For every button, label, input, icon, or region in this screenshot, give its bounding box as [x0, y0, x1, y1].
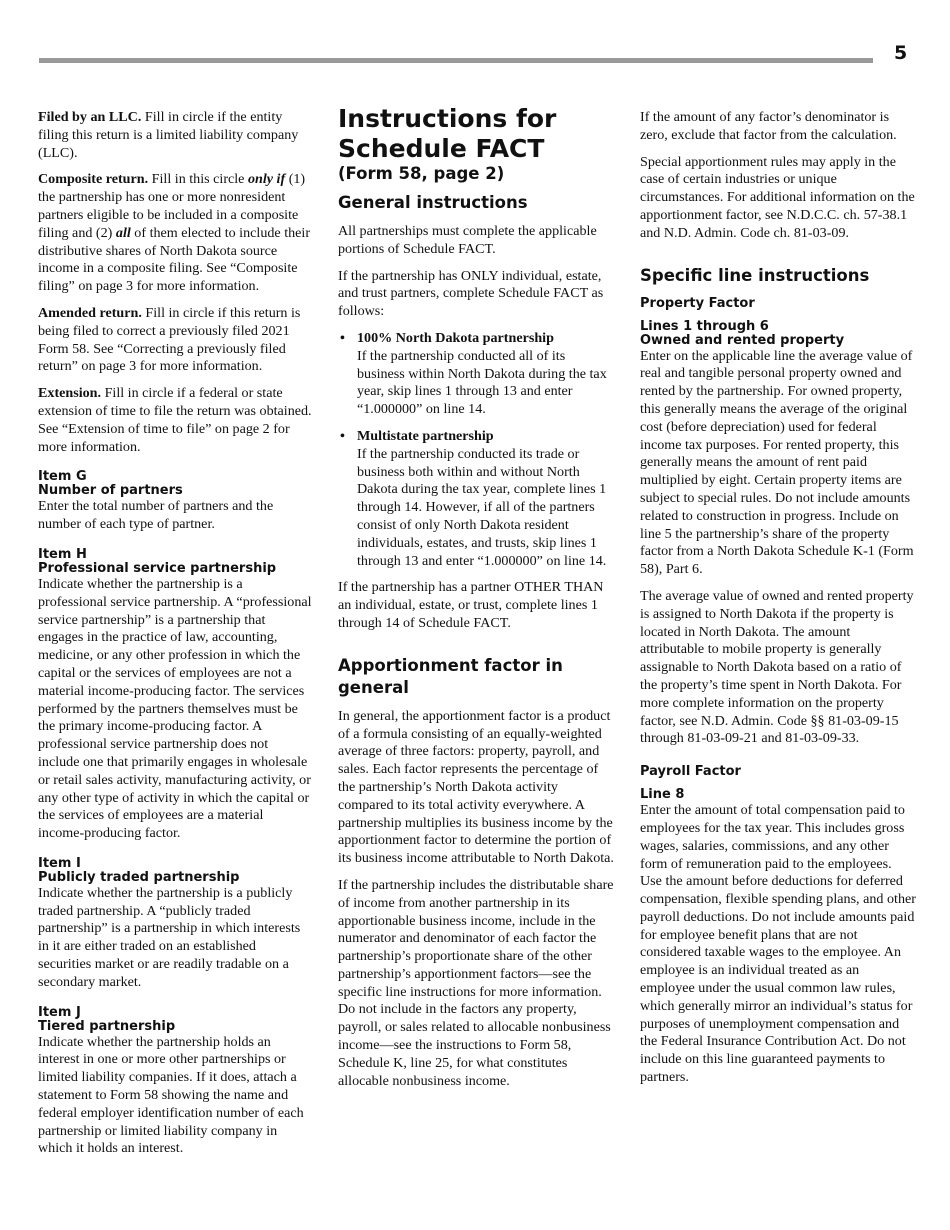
composite-all: all: [115, 224, 131, 241]
partnership-type-list: [338, 330, 614, 570]
form-reference: (Form 58, page 2): [338, 164, 505, 183]
item-h: [38, 548, 312, 843]
bullet-2-text: If the partnership conducted its trade or business both within and without North Dakota during the tax year, complete lines 1 through 14. However, if all of the partners consist of only North Dakota resident individuals, estates, and trusts, skip lines 1 through 13 and enter “1.000000” on line 14.: [357, 445, 607, 569]
page-title-line2: Schedule FACT: [338, 134, 545, 163]
property-paragraph-2: The average value of owned and rented property is assigned to North Dakota if the property is located in North Dakota. The amount attributable to mobile property is generally assignable to North Dakota based on a ratio of the property’s time spent in North Dakota. For more complete information on the property factor, see N.D. Admin. Code §§ 81-03-09-15 through 81-03-09-21 and 81-03-09-33.: [640, 587, 914, 747]
item-i: [38, 857, 312, 992]
item-i-title: Item I: [38, 855, 81, 871]
composite-text-b: (1) the partnership has one or more nonresident partners eligible to be included in a composite filing and (2): [38, 171, 306, 241]
item-j: [38, 1006, 312, 1159]
payroll-paragraph-1: Enter the amount of total compensation paid to employees for the tax year. This includes gross wages, salaries, commissions, and any other form of remuneration paid to the employees. Use the amount before deductions for deferred compensation, flexible spending plans, and other payroll deductions. Do not include amounts paid for employee benefit plans that are not considered taxable wages to the employee. An employee is an individual treated as an employee under the usual common law rules, which generally mirror an individual’s status for purposes of unemployment compensation and the Federal Insurance Contribution Act. Do not include on this line guaranteed payments to partners.: [640, 802, 916, 1086]
general-paragraph-2: If the partnership has ONLY individual, estate, and trust partners, complete Schedule FACT as follows:: [338, 267, 604, 320]
item-g: [38, 470, 312, 534]
list-item: [338, 428, 614, 570]
composite-paragraph: [38, 171, 312, 296]
general-paragraph-1: All partnerships must complete the applicable portions of Schedule FACT.: [338, 223, 597, 257]
amended-paragraph: [38, 305, 312, 376]
item-h-text: Indicate whether the partnership is a professional service partnership. A “professional service partnership” is a partnership that engages in the practice of law, accounting, medicine, or any other profession in which the capital or the services of employees are not a material income-producing factor. The services performed by the partners themselves must be the primary income-producing factor. A professional service partnership does not include one that primarily engages in wholesale or retail sales activity, manufacturing activity, or any other type of activity in which the capital or the services of employees are a material income-producing factor.: [38, 575, 312, 842]
apportionment-paragraph-1: In general, the apportionment factor is a product of a formula consisting of an equally-weighted average of three factors: property, payroll, and sales. Each factor represents the percentage of the partnership’s North Dakota activity compared to its total activity everywhere. A partnership multiplies its business income by the apportionment factor to determine the portion of its business income attributable to North Dakota.: [338, 707, 614, 867]
general-paragraph-3: If the partnership has a partner OTHER THAN an individual, estate, or trust, complete lines 1 through 14 of Schedule FACT.: [338, 579, 604, 631]
item-j-subtitle: Tiered partnership: [38, 1018, 176, 1034]
apportionment-paragraph-2: If the partnership includes the distributable share of income from another partnership in its apportionable business income, include in the numerator and denominator of each factor the partnership’s proportionate share of the other partnership’s apportionment factors—see the specific line instructions for more information. Do not include in the factors any property, payroll, or sales related to allocable nonbusiness income—see the instructions to Form 58, Schedule K, line 25, for what constitutes allocable nonbusiness income.: [338, 876, 614, 1089]
payroll-factor-heading: Payroll Factor: [640, 764, 741, 780]
item-h-subtitle: Professional service partnership: [38, 560, 277, 576]
composite-only-if: only if: [247, 171, 286, 188]
property-factor-heading: Property Factor: [640, 295, 755, 311]
bullet-1-title: • 100% North Dakota partnership: [357, 329, 554, 346]
amended-text: Fill in circle if this return is being filed to correct a previously filed 2021 Form 58. See “Correcting a previously filed return” on page 3 for more information.: [38, 304, 301, 375]
item-g-title: Item G: [38, 469, 87, 485]
column-left: [38, 109, 312, 1167]
item-g-subtitle: Number of partners: [38, 483, 183, 499]
item-g-text: Enter the total number of partners and the number of each type of partner.: [38, 498, 274, 533]
composite-label: Composite return.: [38, 171, 149, 188]
amended-label: Amended return.: [38, 304, 142, 321]
column-right: [640, 109, 916, 1096]
item-h-title: Item H: [38, 546, 87, 562]
extension-label: Extension.: [38, 385, 102, 402]
composite-text-c: of them elected to include their distributive shares of North Dakota source income in a composite filing. See “Composite filing” on page 3 for more information.: [38, 224, 311, 295]
specific-line-heading: Specific line instructions: [640, 265, 870, 285]
composite-text-a: Fill in this circle: [148, 171, 248, 188]
extension-text: Fill in circle if a federal or state extension of time to file the return was obtained. See “Extension of time to file” on page 2 for more information.: [38, 385, 312, 455]
header-rule: [39, 58, 873, 63]
list-item: [338, 330, 614, 419]
column-middle: [338, 104, 614, 1099]
special-rules-paragraph: Special apportionment rules may apply in the case of certain industries or unique circumstances. For additional information on the apportionment factor, see N.D.C.C. ch. 57-38.1 and N.D. Admin. Code ch. 81-03-09.: [640, 153, 915, 241]
lines-1-6-subtitle: Owned and rented property: [640, 332, 845, 348]
line-8-title: Line 8: [640, 787, 685, 803]
item-j-title: Item J: [38, 1004, 81, 1020]
llc-label: Filed by an LLC.: [38, 109, 142, 125]
llc-text: Fill in circle if the entity filing this return is a limited liability company (LLC).: [38, 109, 299, 161]
apportionment-heading: Apportionment factor in general: [338, 655, 563, 697]
property-paragraph-1: Enter on the applicable line the average value of real and tangible personal property owned and rented by the partnership. For owned property, this generally means the average of the original cost (before depreciation) used for federal income tax purposes. For rented property, this generally means the amount of rent paid multiplied by eight. Certain property items are subject to special rules. Do not include amounts related to construction in progress. Include on line 5 the partnership’s share of the property factor from a North Dakota Schedule K-1 (Form 58), Part 6.: [640, 347, 914, 578]
general-instructions-heading: General instructions: [338, 193, 528, 212]
lines-1-6-title: Lines 1 through 6: [640, 318, 769, 334]
denominator-paragraph: If the amount of any factor’s denominator is zero, exclude that factor from the calculation.: [640, 109, 897, 143]
page-title-line1: Instructions for: [338, 104, 557, 133]
llc-paragraph: [38, 109, 312, 162]
extension-paragraph: [38, 385, 312, 456]
page-number: 5: [894, 42, 908, 64]
bullet-2-title: • Multistate partnership: [357, 427, 494, 444]
item-i-subtitle: Publicly traded partnership: [38, 869, 240, 885]
item-i-text: Indicate whether the partnership is a publicly traded partnership. A “publicly traded partnership” is a partnership in which interests in it are either traded on an established securities market or are readily tradable on a secondary market.: [38, 884, 301, 990]
bullet-1-text: If the partnership conducted all of its business within North Dakota during the tax year, skip lines 1 through 13 and enter “1.000000” on line 14.: [357, 347, 607, 418]
item-j-text: Indicate whether the partnership holds an interest in one or more other partnerships or limited liability companies. If it does, attach a statement to Form 58 showing the name and federal employer identification number of each partnership or limited liability company in which it holds an interest.: [38, 1033, 304, 1157]
